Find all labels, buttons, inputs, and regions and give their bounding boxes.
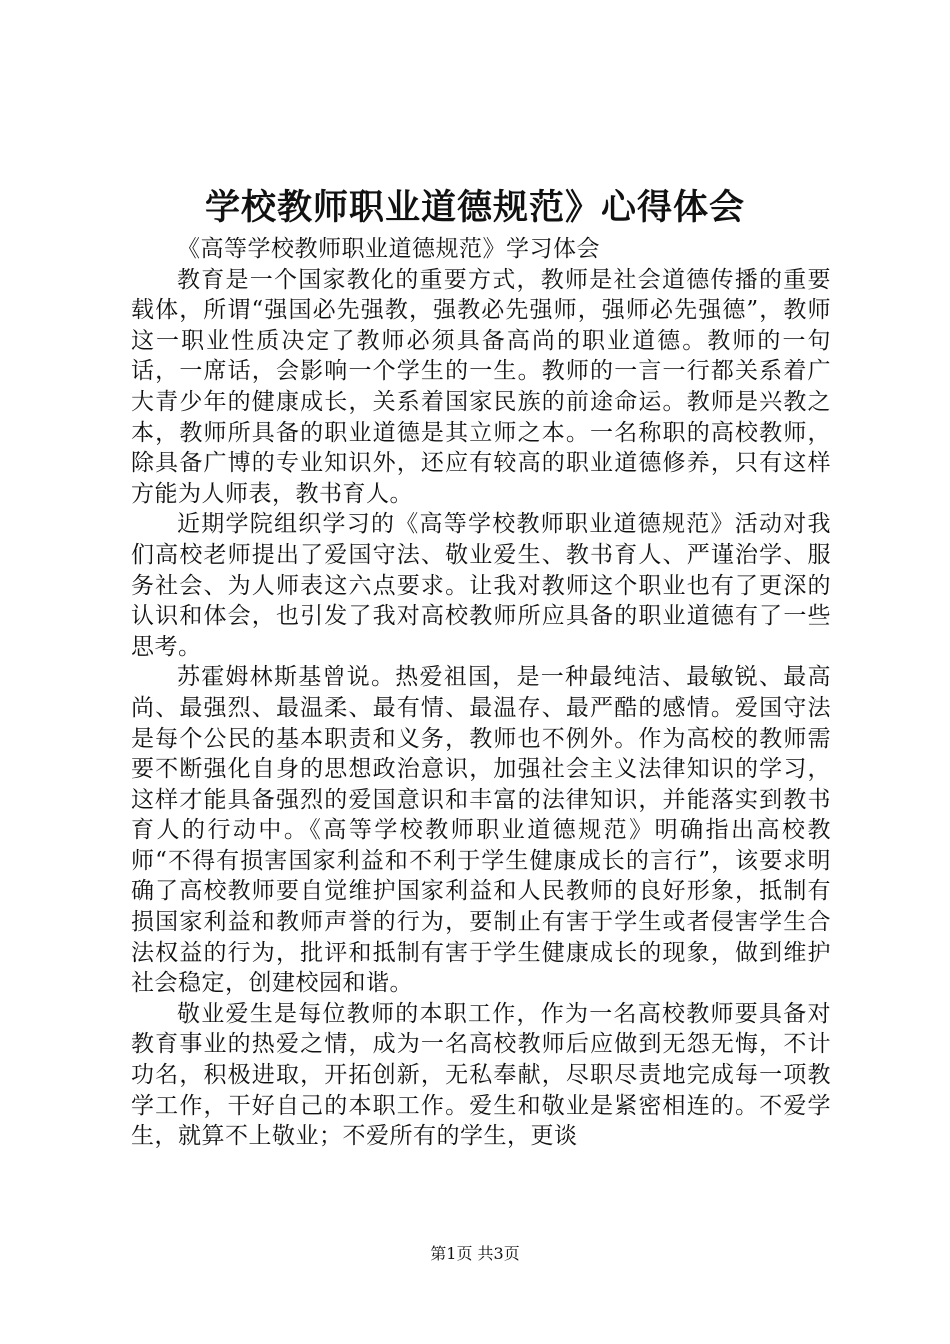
document-body — [131, 234, 831, 1152]
body-paragraph: 教育是一个国家教化的重要方式，教师是社会道德传播的重要载体，所谓“强国必先强教，强教必先强师，强师必先强德”，教师这一职业性质决定了教师必须具备高尚的职业道德。教师的一句话，一席话，会影响一个学生的一生。教师的一言一行都关系着广大青少年的健康成长，关系着国家民族的前途命运。教师是兴教之本，教师所具备的职业道德是其立师之本。一名称职的高校教师，除具备广博的专业知识外，还应有较高的职业道德修养，只有这样方能为人师表，教书育人。 — [131, 266, 831, 507]
body-paragraph: 苏霍姆林斯基曾说。热爱祖国，是一种最纯洁、最敏锐、最高尚、最强烈、最温柔、最有情、最温存、最严酷的感情。爱国守法是每个公民的基本职责和义务，教师也不例外。作为高校的教师需要不断强化自身的思想政治意识，加强社会主义法律知识的学习，这样才能具备强烈的爱国意识和丰富的法律知识，并能落实到教书育人的行动中。《高等学校教师职业道德规范》明确指出高校教师“不得有损害国家利益和不利于学生健康成长的言行”，该要求明确了高校教师要自觉维护国家利益和人民教师的良好形象，抵制有损国家利益和教师声誉的行为，要制止有害于学生或者侵害学生合法权益的行为，批评和抵制有害于学生健康成长的现象，做到维护社会稳定，创建校园和谐。 — [131, 664, 831, 997]
subtitle-paragraph: 《高等学校教师职业道德规范》学习体会 — [177, 236, 600, 262]
document-title: 学校教师职业道德规范》心得体会 — [204, 188, 745, 228]
body-paragraph: 近期学院组织学习的《高等学校教师职业道德规范》活动对我们高校老师提出了爱国守法、敬业爱生、教书育人、严谨治学、服务社会、为人师表这六点要求。让我对教师这个职业也有了更深的认识和体会，也引发了我对高校教师所应具备的职业道德有了一些思考。 — [131, 511, 831, 660]
page-number-footer: 第1页 共3页 — [430, 1244, 520, 1263]
body-paragraph: 敬业爱生是每位教师的本职工作，作为一名高校教师要具备对教育事业的热爱之情，成为一名高校教师后应做到无怨无悔，不计功名，积极进取，开拓创新，无私奉献，尽职尽责地完成每一项教学工作，干好自己的本职工作。爱生和敬业是紧密相连的。不爱学生，就算不上敬业；不爱所有的学生，更谈 — [131, 1000, 831, 1150]
